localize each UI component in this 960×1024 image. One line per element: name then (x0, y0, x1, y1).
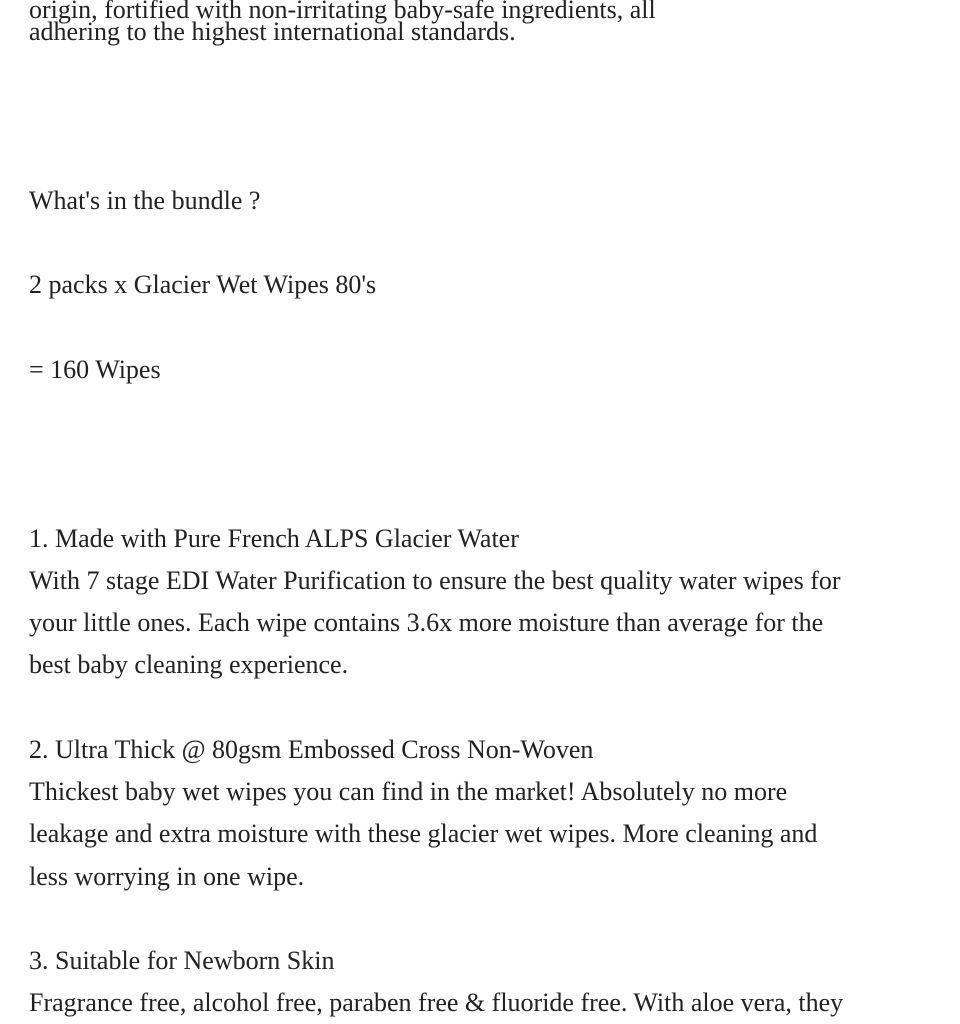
feature-2-text: Thickest baby wet wipes you can find in the market! Absolutely no more (29, 777, 788, 806)
feature-3-text-partial: Fragrance free, alcohol free, paraben free & fluoride free. With aloe vera, they (29, 988, 844, 1017)
description-text-partial-top: origin, fortified with non-irritating baby-safe ingredients, all (29, 0, 656, 24)
feature-1-text: your little ones. Each wipe contains 3.6x more moisture than average for the (29, 608, 824, 637)
bundle-item: 2 packs x Glacier Wet Wipes 80's (29, 270, 377, 299)
feature-1-text: best baby cleaning experience. (29, 650, 349, 679)
feature-2-title: 2. Ultra Thick @ 80gsm Embossed Cross Non-Woven (29, 735, 594, 764)
feature-1-text: With 7 stage EDI Water Purification to ensure the best quality water wipes for (29, 566, 841, 595)
feature-3-title: 3. Suitable for Newborn Skin (29, 946, 335, 975)
bundle-total: = 160 Wipes (29, 355, 161, 384)
bundle-heading: What's in the bundle ? (29, 186, 261, 215)
description-text-line: adhering to the highest international standards. (29, 17, 516, 46)
feature-1-title: 1. Made with Pure French ALPS Glacier Water (29, 524, 519, 553)
feature-2-text: less worrying in one wipe. (29, 862, 305, 891)
feature-2-text: leakage and extra moisture with these glacier wet wipes. More cleaning and (29, 819, 818, 848)
